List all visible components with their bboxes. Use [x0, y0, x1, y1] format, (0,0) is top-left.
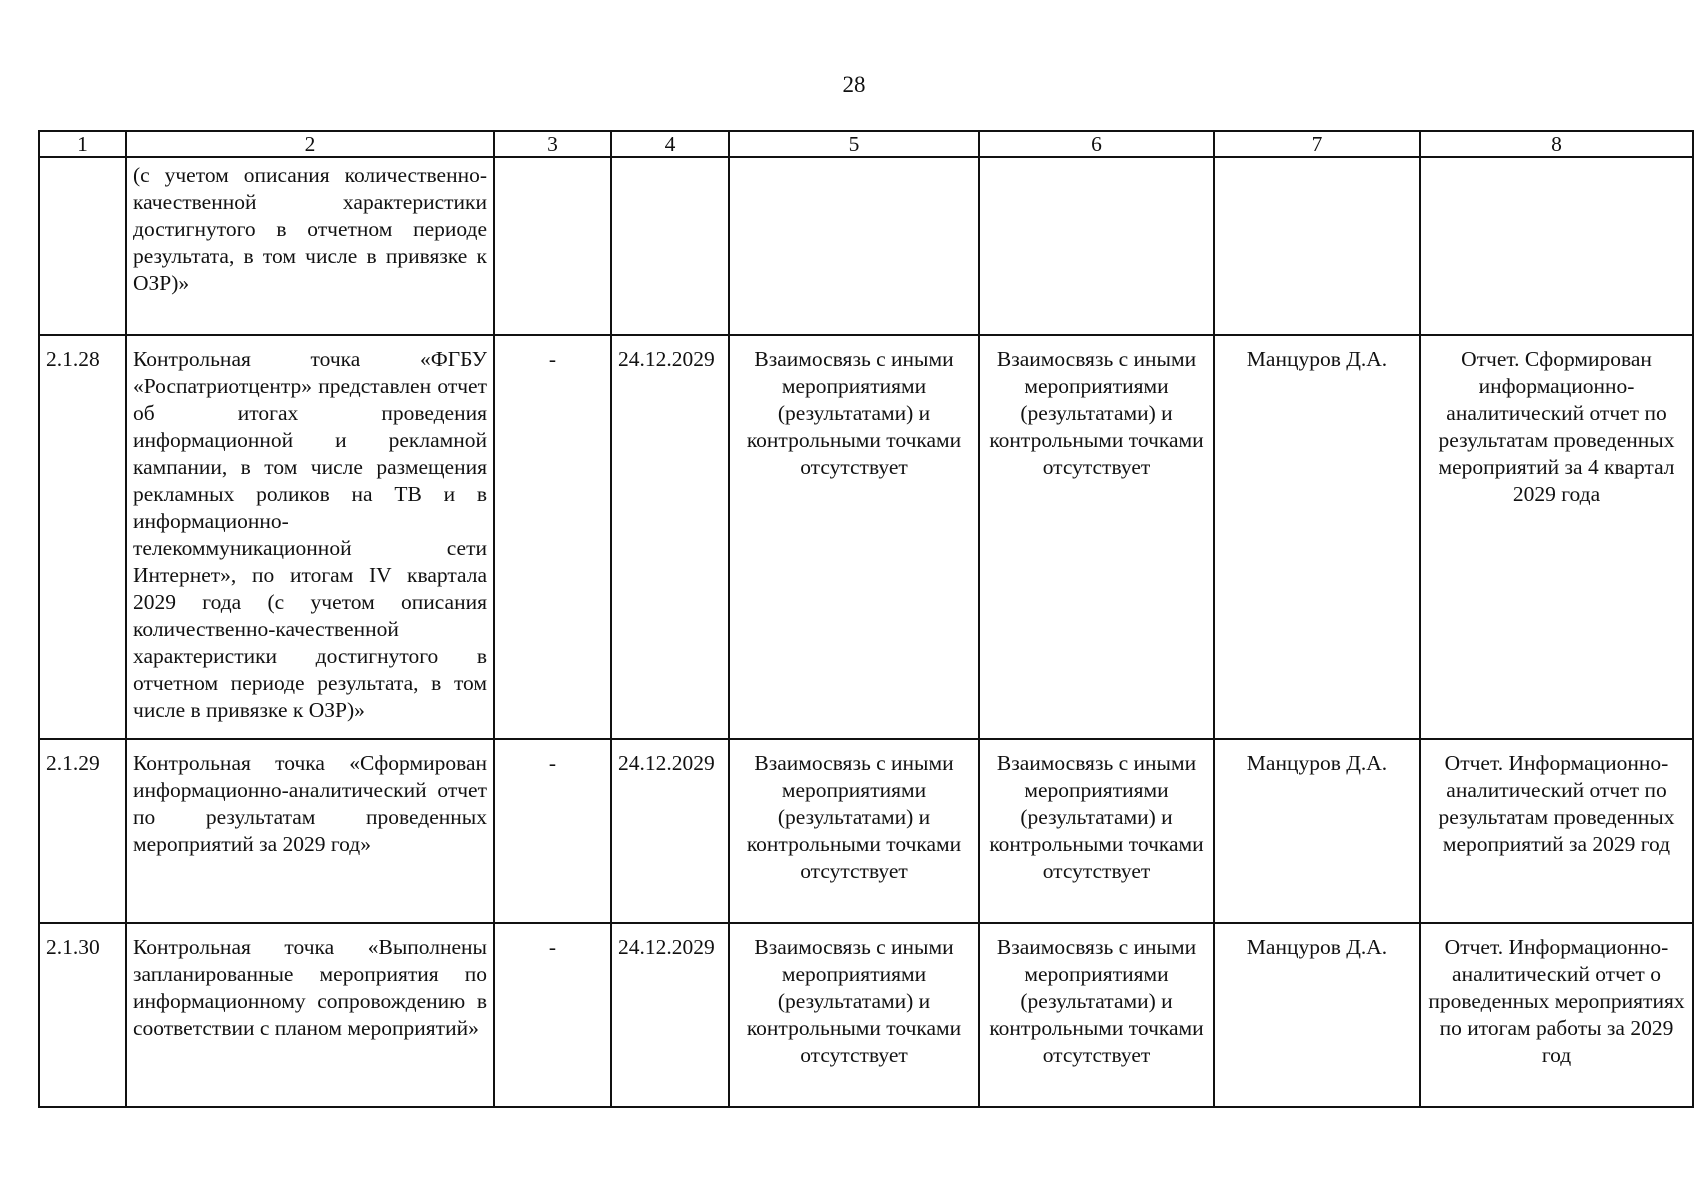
row-predecessor: - — [494, 739, 611, 923]
column-header: 3 — [494, 131, 611, 157]
row-number: 2.1.30 — [39, 923, 126, 1107]
row-responsible: Манцуров Д.А. — [1214, 923, 1420, 1107]
row-responsible: Манцуров Д.А. — [1214, 739, 1420, 923]
row-result: Отчет. Информационно-аналитический отчет о проведенных мероприятиях по итогам работы за 2029 год — [1420, 923, 1693, 1107]
row-description: Контрольная точка «Выполнены запланированные мероприятия по информационному сопровождению в соответствии с планом мероприятий» — [126, 923, 494, 1107]
column-header: 8 — [1420, 131, 1693, 157]
row-date: 24.12.2029 — [611, 923, 729, 1107]
row-description: Контрольная точка «Сформирован информационно-аналитический отчет по результатам проведенных мероприятий за 2029 год» — [126, 739, 494, 923]
header-row — [39, 131, 1693, 157]
row-result: Отчет. Информационно-аналитический отчет по результатам проведенных мероприятий за 2029 год — [1420, 739, 1693, 923]
row-number — [39, 157, 126, 335]
column-header: 4 — [611, 131, 729, 157]
column-header: 5 — [729, 131, 979, 157]
row-description: (с учетом описания количественно-качественной характеристики достигнутого в отчетном периоде результата, в том числе в привязке к ОЗР)» — [126, 157, 494, 335]
row-predecessor — [494, 157, 611, 335]
row-number: 2.1.28 — [39, 335, 126, 739]
row-responsible — [1214, 157, 1420, 335]
row-date: 24.12.2029 — [611, 739, 729, 923]
row-link-results: Взаимосвязь с иными мероприятиями (результатами) и контрольными точками отсутствует — [729, 923, 979, 1107]
row-predecessor: - — [494, 923, 611, 1107]
row-description: Контрольная точка «ФГБУ «Роспатриотцентр» представлен отчет об итогах проведения информационной и рекламной кампании, в том числе размещения рекламных роликов на ТВ и в информационно-телекоммуникационной сети Интернет», по итогам IV квартала 2029 года (с учетом описания количественно-качественной характеристики достигнутого в отчетном периоде результата, в том числе в привязке к ОЗР)» — [126, 335, 494, 739]
table-row — [39, 739, 1693, 923]
row-predecessor: - — [494, 335, 611, 739]
row-link-results: Взаимосвязь с иными мероприятиями (результатами) и контрольными точками отсутствует — [729, 739, 979, 923]
page-number: 28 — [842, 72, 866, 97]
row-date — [611, 157, 729, 335]
table-row — [39, 335, 1693, 739]
column-header: 6 — [979, 131, 1214, 157]
plan-table — [38, 130, 1694, 1108]
row-link-events: Взаимосвязь с иными мероприятиями (результатами) и контрольными точками отсутствует — [979, 335, 1214, 739]
row-link-events: Взаимосвязь с иными мероприятиями (результатами) и контрольными точками отсутствует — [979, 739, 1214, 923]
row-result: Отчет. Сформирован информационно-аналитический отчет по результатам проведенных мероприятий за 4 квартал 2029 года — [1420, 335, 1693, 739]
table-row — [39, 157, 1693, 335]
column-header: 1 — [39, 131, 126, 157]
row-link-results: Взаимосвязь с иными мероприятиями (результатами) и контрольными точками отсутствует — [729, 335, 979, 739]
column-header: 7 — [1214, 131, 1420, 157]
row-link-events — [979, 157, 1214, 335]
row-date: 24.12.2029 — [611, 335, 729, 739]
row-number: 2.1.29 — [39, 739, 126, 923]
table-row — [39, 923, 1693, 1107]
row-result — [1420, 157, 1693, 335]
row-link-events: Взаимосвязь с иными мероприятиями (результатами) и контрольными точками отсутствует — [979, 923, 1214, 1107]
row-link-results — [729, 157, 979, 335]
row-responsible: Манцуров Д.А. — [1214, 335, 1420, 739]
column-header: 2 — [126, 131, 494, 157]
